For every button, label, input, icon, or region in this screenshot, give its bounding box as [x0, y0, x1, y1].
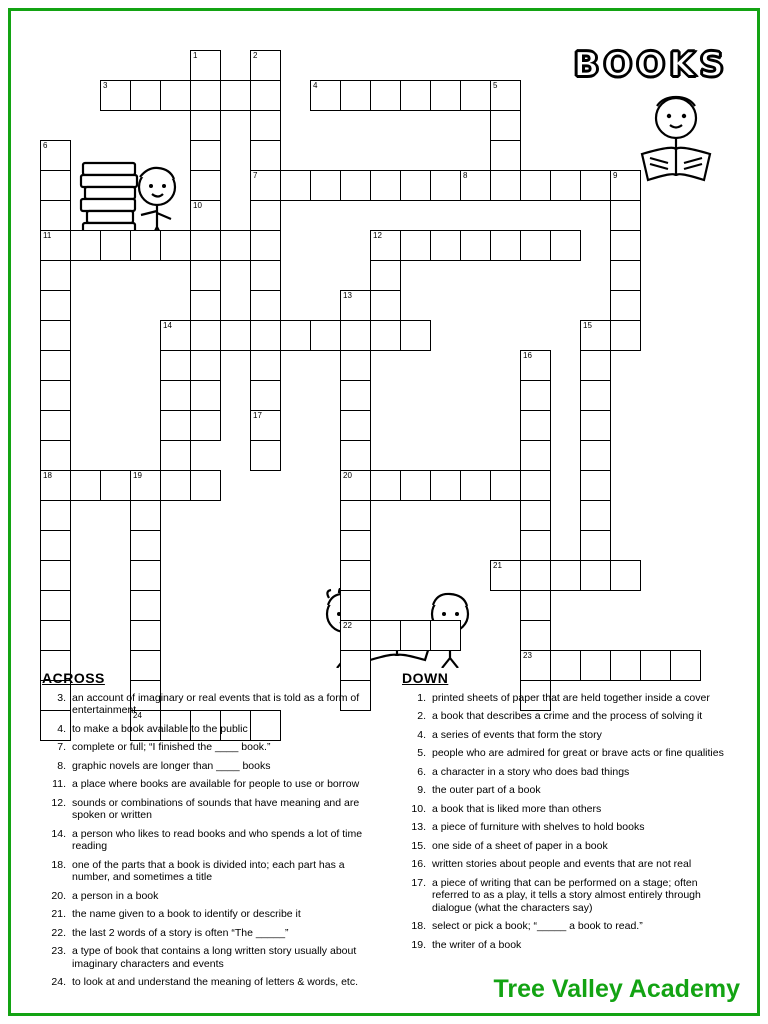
clue-text: a person who likes to read books and who spends a lot of time reading	[72, 827, 363, 852]
cell-number: 13	[343, 291, 352, 300]
crossword-cell[interactable]	[100, 470, 131, 501]
clue-number: 5.	[417, 747, 426, 759]
cell-number: 16	[523, 351, 532, 360]
clue-item	[402, 710, 732, 723]
crossword-cell[interactable]	[220, 320, 251, 351]
clue-number: 16.	[411, 858, 426, 870]
crossword-cell[interactable]	[160, 380, 191, 411]
crossword-cell[interactable]	[160, 470, 191, 501]
clue-item	[402, 729, 732, 742]
crossword-cell[interactable]	[520, 620, 551, 651]
crossword-cell[interactable]	[220, 80, 251, 111]
cell-number: 14	[163, 321, 172, 330]
clue-item	[42, 890, 377, 903]
crossword-cell[interactable]	[400, 230, 431, 261]
crossword-cell[interactable]	[130, 620, 161, 651]
crossword-cell[interactable]	[580, 440, 611, 471]
crossword-cell[interactable]	[190, 80, 221, 111]
crossword-cell[interactable]	[250, 80, 281, 111]
cell-number: 5	[493, 81, 498, 90]
cell-number: 2	[253, 51, 258, 60]
crossword-cell[interactable]	[40, 620, 71, 651]
crossword-cell[interactable]	[520, 590, 551, 621]
crossword-cell[interactable]	[160, 440, 191, 471]
crossword-cell[interactable]	[580, 500, 611, 531]
clue-item	[402, 939, 732, 952]
crossword-cell[interactable]	[250, 140, 281, 171]
crossword-cell[interactable]	[340, 500, 371, 531]
clue-number: 4.	[417, 728, 426, 741]
crossword-cell[interactable]	[190, 470, 221, 501]
clue-text: a piece of furniture with shelves to hold books	[432, 821, 645, 833]
clue-item	[42, 723, 377, 736]
crossword-cell[interactable]	[340, 560, 371, 591]
crossword-cell[interactable]	[520, 560, 551, 591]
cell-number: 24	[133, 711, 142, 720]
clue-number: 1.	[417, 691, 426, 704]
crossword-cell[interactable]	[190, 320, 221, 351]
crossword-cell[interactable]	[580, 410, 611, 441]
crossword-cell[interactable]	[580, 380, 611, 411]
crossword-cell[interactable]	[130, 470, 161, 501]
clue-number: 12.	[51, 796, 66, 809]
clue-number: 3.	[57, 691, 66, 704]
crossword-cell[interactable]	[190, 260, 221, 291]
crossword-cell[interactable]	[370, 620, 401, 651]
crossword-cell[interactable]	[40, 350, 71, 381]
crossword-cell[interactable]	[520, 230, 551, 261]
crossword-cell[interactable]	[160, 230, 191, 261]
clue-number: 7.	[57, 741, 66, 753]
crossword-cell[interactable]	[130, 80, 161, 111]
crossword-cell[interactable]	[130, 590, 161, 621]
crossword-cell[interactable]	[340, 380, 371, 411]
crossword-cell[interactable]	[580, 170, 611, 201]
crossword-cell[interactable]	[160, 320, 191, 351]
clue-number: 15.	[411, 839, 426, 852]
crossword-cell[interactable]	[520, 410, 551, 441]
crossword-cell[interactable]	[220, 230, 251, 261]
crossword-cell[interactable]	[580, 470, 611, 501]
crossword-cell[interactable]	[490, 230, 521, 261]
cell-number: 20	[343, 471, 352, 480]
clue-number: 21.	[51, 908, 66, 920]
clue-text: the writer of a book	[432, 938, 522, 951]
cell-number: 21	[493, 561, 502, 570]
site-branding: Tree Valley Academy	[493, 975, 740, 1003]
clue-item	[402, 766, 732, 779]
crossword-cell[interactable]	[490, 170, 521, 201]
cell-number: 3	[103, 81, 108, 90]
crossword-cell[interactable]	[190, 410, 221, 441]
crossword-cell[interactable]	[100, 230, 131, 261]
crossword-cell[interactable]	[430, 230, 461, 261]
crossword-cell[interactable]	[340, 470, 371, 501]
crossword-cell[interactable]	[370, 80, 401, 111]
clue-number: 6.	[417, 765, 426, 778]
across-heading: ACROSS	[42, 670, 105, 686]
crossword-cell[interactable]	[190, 140, 221, 171]
crossword-cell[interactable]	[580, 350, 611, 381]
crossword-cell[interactable]	[370, 320, 401, 351]
crossword-cell[interactable]	[340, 350, 371, 381]
crossword-cell[interactable]	[250, 200, 281, 231]
clue-text: the outer part of a book	[432, 784, 541, 796]
crossword-cell[interactable]	[580, 320, 611, 351]
crossword-cell[interactable]	[340, 440, 371, 471]
crossword-cell[interactable]	[250, 440, 281, 471]
crossword-cell[interactable]	[610, 200, 641, 231]
crossword-cell[interactable]	[190, 230, 221, 261]
clue-number: 11.	[52, 778, 66, 790]
clue-item	[42, 976, 377, 989]
crossword-cell[interactable]	[550, 230, 581, 261]
crossword-cell[interactable]	[310, 320, 341, 351]
crossword-cell[interactable]	[40, 200, 71, 231]
cell-number: 12	[373, 231, 382, 240]
crossword-cell[interactable]	[490, 560, 521, 591]
crossword-cell[interactable]	[250, 230, 281, 261]
crossword-cell[interactable]	[520, 380, 551, 411]
crossword-cell[interactable]	[250, 260, 281, 291]
crossword-cell[interactable]	[580, 530, 611, 561]
crossword-cell[interactable]	[400, 470, 431, 501]
crossword-cell[interactable]	[250, 110, 281, 141]
crossword-cell[interactable]	[370, 260, 401, 291]
crossword-cell[interactable]	[190, 200, 221, 231]
clue-number: 17.	[411, 876, 426, 889]
clue-item	[42, 778, 377, 791]
crossword-cell[interactable]	[430, 620, 461, 651]
crossword-cell[interactable]	[40, 380, 71, 411]
crossword-cell[interactable]	[430, 470, 461, 501]
cell-number: 19	[133, 471, 142, 480]
crossword-cell[interactable]	[160, 350, 191, 381]
clue-number: 23.	[51, 945, 66, 957]
crossword-cell[interactable]	[40, 230, 71, 261]
crossword-cell[interactable]	[130, 500, 161, 531]
crossword-cell[interactable]	[40, 590, 71, 621]
crossword-cell[interactable]	[280, 170, 311, 201]
crossword-cell[interactable]	[340, 80, 371, 111]
crossword-cell[interactable]	[430, 170, 461, 201]
clue-text: people who are admired for great or brave acts or fine qualities	[432, 747, 724, 759]
crossword-cell[interactable]	[340, 590, 371, 621]
crossword-cell[interactable]	[340, 410, 371, 441]
crossword-cell[interactable]	[250, 50, 281, 81]
clue-item	[402, 858, 732, 871]
crossword-cell[interactable]	[400, 80, 431, 111]
crossword-cell[interactable]	[160, 80, 191, 111]
crossword-cell[interactable]	[520, 500, 551, 531]
crossword-cell[interactable]	[370, 170, 401, 201]
crossword-cell[interactable]	[610, 560, 641, 591]
crossword-cell[interactable]	[250, 290, 281, 321]
crossword-cell[interactable]	[250, 170, 281, 201]
across-clues	[42, 672, 377, 995]
cell-number: 1	[193, 51, 198, 60]
crossword-cell[interactable]	[40, 290, 71, 321]
cell-number: 4	[313, 81, 318, 90]
clue-number: 9.	[417, 784, 426, 796]
crossword-cell[interactable]	[490, 110, 521, 141]
clue-item	[402, 784, 732, 797]
crossword-cell[interactable]	[370, 470, 401, 501]
clue-text: printed sheets of paper that are held together inside a cover	[432, 691, 710, 704]
cell-number: 15	[583, 321, 592, 330]
crossword-cell[interactable]	[130, 230, 161, 261]
clue-number: 8.	[57, 759, 66, 772]
clue-text: a book that is liked more than others	[432, 802, 602, 815]
crossword-cell[interactable]	[610, 320, 641, 351]
clue-item	[402, 747, 732, 760]
clue-text: the last 2 words of a story is often “The _____”	[72, 926, 289, 939]
clue-number: 22.	[51, 926, 66, 939]
clue-number: 13.	[411, 821, 426, 833]
crossword-cell[interactable]	[520, 440, 551, 471]
crossword-cell[interactable]	[40, 260, 71, 291]
clue-number: 4.	[57, 722, 66, 735]
clue-text: complete or full; “I finished the ____ book.”	[72, 741, 271, 753]
crossword-cell[interactable]	[340, 290, 371, 321]
cell-number: 6	[43, 141, 48, 150]
clue-number: 19.	[411, 938, 426, 951]
clue-number: 18.	[411, 920, 426, 932]
clue-text: written stories about people and events that are not real	[432, 858, 692, 870]
clue-text: sounds or combinations of sounds that have meaning and are spoken or written	[72, 796, 360, 821]
crossword-cell[interactable]	[400, 620, 431, 651]
clue-text: a place where books are available for people to use or borrow	[72, 778, 360, 790]
crossword-cell[interactable]	[100, 80, 131, 111]
crossword-cell[interactable]	[460, 470, 491, 501]
crossword-cell[interactable]	[460, 230, 491, 261]
clue-number: 10.	[411, 802, 426, 815]
clue-number: 24.	[51, 976, 66, 988]
crossword-cell[interactable]	[40, 500, 71, 531]
clue-number: 14.	[51, 827, 66, 840]
crossword-cell[interactable]	[550, 560, 581, 591]
cell-number: 9	[613, 171, 618, 180]
cell-number: 11	[43, 231, 52, 240]
clue-item	[42, 828, 377, 853]
crossword-cell[interactable]	[490, 80, 521, 111]
clue-item	[42, 859, 377, 884]
clue-item	[42, 741, 377, 754]
crossword-cell[interactable]	[190, 290, 221, 321]
crossword-cell[interactable]	[130, 530, 161, 561]
crossword-cell[interactable]	[520, 350, 551, 381]
crossword-cell[interactable]	[190, 110, 221, 141]
crossword-cell[interactable]	[40, 320, 71, 351]
crossword-cell[interactable]	[40, 170, 71, 201]
crossword-cell[interactable]	[190, 50, 221, 81]
crossword-cell[interactable]	[610, 260, 641, 291]
crossword-cell[interactable]	[190, 380, 221, 411]
clue-number: 18.	[51, 858, 66, 871]
crossword-cell[interactable]	[190, 170, 221, 201]
crossword-cell[interactable]	[400, 170, 431, 201]
clue-item	[402, 692, 732, 705]
crossword-cell[interactable]	[40, 410, 71, 441]
clue-text: an account of imaginary or real events that is told as a form of entertainment	[72, 691, 360, 716]
crossword-cell[interactable]	[400, 320, 431, 351]
down-clues	[402, 672, 732, 957]
crossword-cell[interactable]	[70, 230, 101, 261]
clue-text: select or pick a book; “_____ a book to read.”	[432, 920, 643, 932]
crossword-cell[interactable]	[40, 470, 71, 501]
clue-item	[42, 797, 377, 822]
clue-number: 20.	[51, 889, 66, 902]
cell-number: 18	[43, 471, 52, 480]
crossword-cell[interactable]	[520, 170, 551, 201]
clue-item	[402, 821, 732, 834]
clue-text: to look at and understand the meaning of letters & words, etc.	[72, 976, 359, 988]
crossword-cell[interactable]	[580, 560, 611, 591]
clue-text: one of the parts that a book is divided into; each part has a number, and sometimes a title	[72, 858, 345, 883]
crossword-cell[interactable]	[460, 170, 491, 201]
crossword-cell[interactable]	[460, 80, 491, 111]
crossword-cell[interactable]	[310, 170, 341, 201]
crossword-cell[interactable]	[340, 320, 371, 351]
crossword-cell[interactable]	[130, 560, 161, 591]
clue-item	[42, 908, 377, 921]
clue-text: a book that describes a crime and the process of solving it	[432, 710, 703, 722]
crossword-cell[interactable]	[490, 140, 521, 171]
clue-text: a piece of writing that can be performed on a stage; often referred to as a play, it tells a story almost entirely through dialogue (what the characters say)	[432, 876, 701, 914]
cell-number: 7	[253, 171, 258, 180]
crossword-cell[interactable]	[160, 410, 191, 441]
crossword-cell[interactable]	[370, 290, 401, 321]
clue-text: to make a book available to the public	[72, 722, 248, 735]
down-heading: DOWN	[402, 670, 449, 686]
clue-text: a character in a story who does bad things	[432, 765, 630, 778]
clue-item	[402, 920, 732, 933]
clue-item	[402, 877, 732, 915]
cell-number: 23	[523, 651, 532, 660]
clue-item	[402, 803, 732, 816]
clue-item	[42, 945, 377, 970]
crossword-cell[interactable]	[250, 320, 281, 351]
clue-item	[42, 760, 377, 773]
crossword-cell[interactable]	[40, 560, 71, 591]
crossword-cell[interactable]	[370, 230, 401, 261]
cell-number: 10	[193, 201, 202, 210]
crossword-cell[interactable]	[280, 320, 311, 351]
crossword-cell[interactable]	[610, 290, 641, 321]
clue-item	[42, 927, 377, 940]
crossword-cell[interactable]	[490, 470, 521, 501]
page-title: BOOKS	[573, 45, 728, 85]
crossword-cell[interactable]	[250, 410, 281, 441]
crossword-cell[interactable]	[520, 470, 551, 501]
crossword-cell[interactable]	[40, 530, 71, 561]
crossword-cell[interactable]	[340, 530, 371, 561]
clue-item	[42, 692, 377, 717]
crossword-cell[interactable]	[250, 380, 281, 411]
clue-item	[402, 840, 732, 853]
clue-text: a person in a book	[72, 889, 159, 902]
cell-number: 17	[253, 411, 262, 420]
crossword-cell[interactable]	[610, 230, 641, 261]
crossword-cell[interactable]	[430, 80, 461, 111]
cell-number: 8	[463, 171, 468, 180]
crossword-cell[interactable]	[190, 350, 221, 381]
clue-text: a series of events that form the story	[432, 728, 602, 741]
clue-text: one side of a sheet of paper in a book	[432, 839, 608, 852]
crossword-cell[interactable]	[40, 140, 71, 171]
crossword-cell[interactable]	[40, 440, 71, 471]
clue-text: graphic novels are longer than ____ books	[72, 759, 271, 772]
clue-text: a type of book that contains a long written story usually about imaginary characters and events	[72, 945, 357, 970]
cell-number: 22	[343, 621, 352, 630]
crossword-cell[interactable]	[550, 170, 581, 201]
crossword-cell[interactable]	[70, 470, 101, 501]
crossword-cell[interactable]	[340, 170, 371, 201]
crossword-cell[interactable]	[250, 350, 281, 381]
clue-text: the name given to a book to identify or describe it	[72, 908, 301, 920]
crossword-cell[interactable]	[340, 620, 371, 651]
crossword-cell[interactable]	[520, 530, 551, 561]
crossword-cell[interactable]	[610, 170, 641, 201]
crossword-cell[interactable]	[310, 80, 341, 111]
clue-number: 2.	[417, 710, 426, 722]
